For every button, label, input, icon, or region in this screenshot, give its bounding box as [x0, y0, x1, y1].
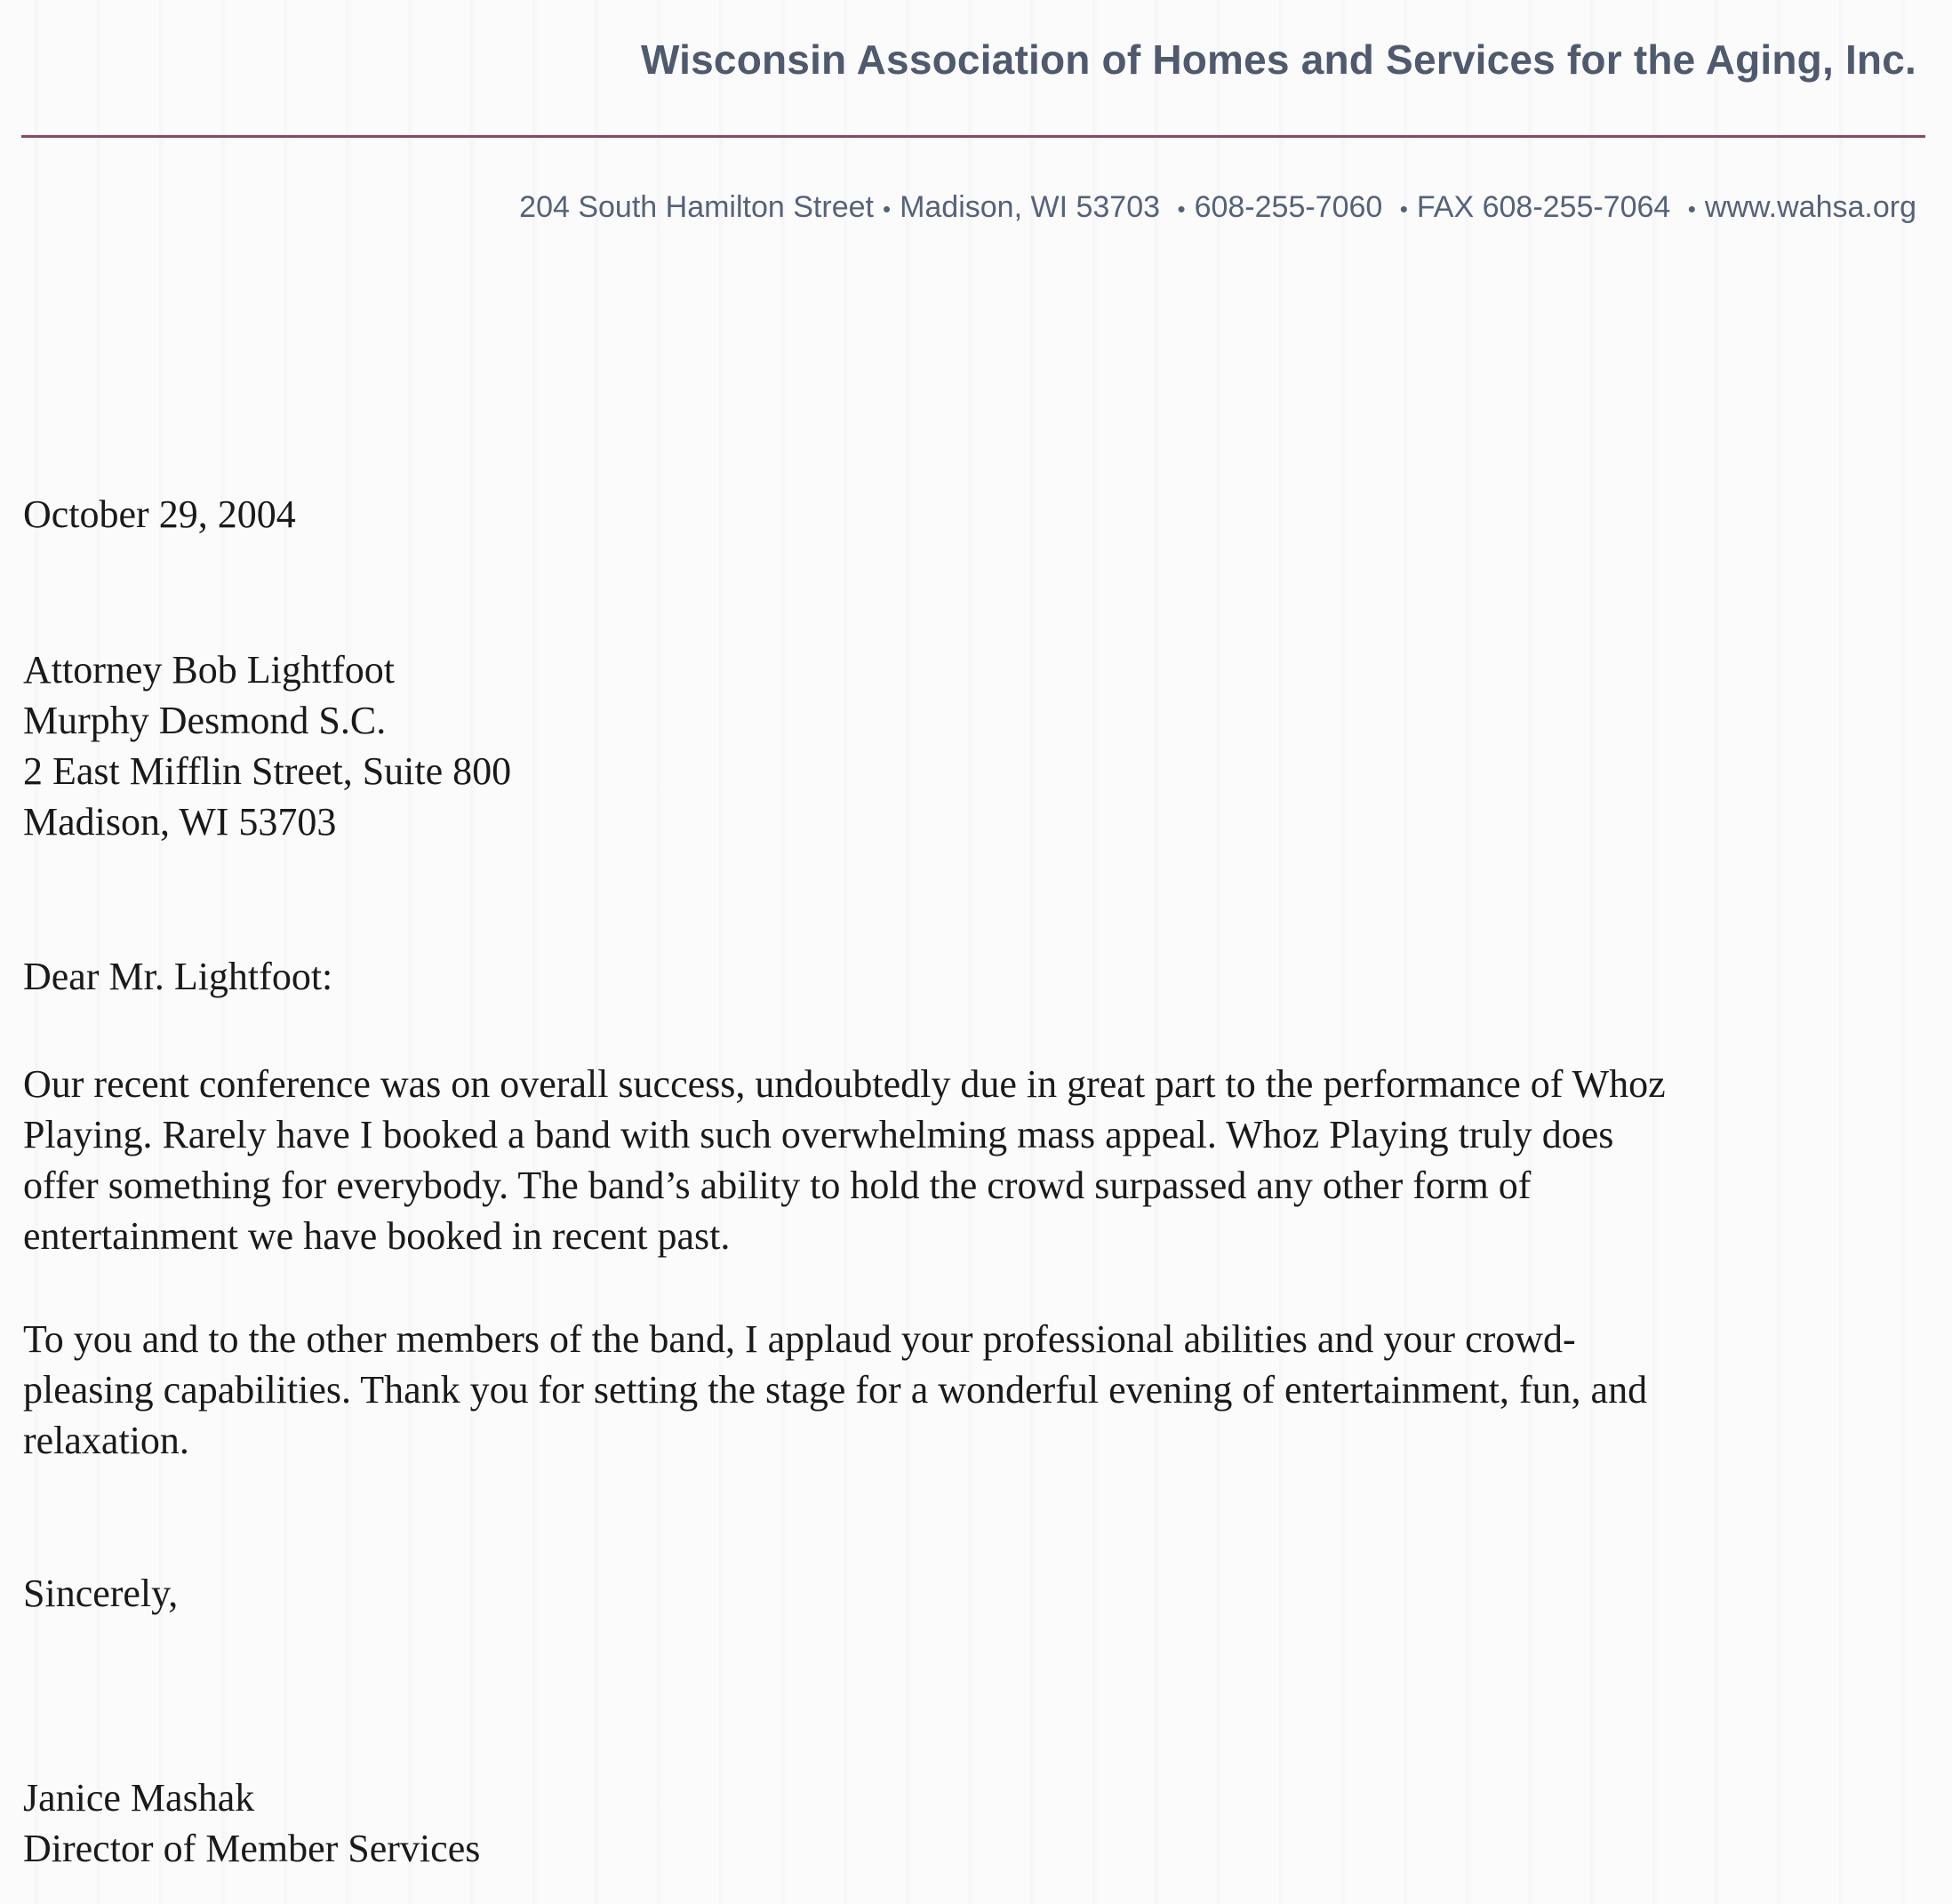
- letterhead-divider: [21, 135, 1925, 138]
- letterhead-fax: FAX 608-255-7064: [1416, 190, 1671, 224]
- signer-title: Director of Member Services: [23, 1827, 481, 1870]
- paragraph-line: relaxation.: [23, 1419, 189, 1462]
- paragraph-line: offer something for everybody. The band’s ability to hold the crowd surpassed any other form of: [23, 1164, 1532, 1207]
- letterhead-phone: 608-255-7060: [1194, 190, 1383, 224]
- letterhead-website: www.wahsa.org: [1704, 190, 1916, 224]
- bullet-separator: •: [1177, 195, 1186, 222]
- paragraph-line: pleasing capabilities. Thank you for setting the stage for a wonderful evening of entertainment, fun, and: [23, 1368, 1648, 1412]
- paragraph-line: To you and to the other members of the band, I applaud your professional abilities and your crowd-: [23, 1317, 1576, 1361]
- body-paragraph-1: [23, 1059, 1925, 1261]
- recipient-address: [23, 644, 511, 847]
- recipient-city: Madison, WI 53703: [23, 800, 337, 844]
- organization-name: Wisconsin Association of Homes and Services for the Aging, Inc.: [640, 36, 1916, 83]
- signer-name: Janice Mashak: [23, 1776, 255, 1820]
- letterhead-city: Madison, WI 53703: [900, 190, 1161, 224]
- paragraph-line: Playing. Rarely have I booked a band with such overwhelming mass appeal. Whoz Playing truly does: [23, 1113, 1614, 1156]
- letterhead-contact-line: [519, 190, 1916, 225]
- closing: Sincerely,: [23, 1572, 179, 1615]
- recipient-firm: Murphy Desmond S.C.: [23, 699, 387, 742]
- recipient-name: Attorney Bob Lightfoot: [23, 648, 395, 692]
- body-paragraph-2: [23, 1314, 1925, 1466]
- recipient-street: 2 East Mifflin Street, Suite 800: [23, 749, 512, 793]
- paragraph-line: Our recent conference was on overall success, undoubtedly due in great part to the performance of Whoz: [23, 1062, 1666, 1106]
- paragraph-line: entertainment we have booked in recent past.: [23, 1214, 731, 1258]
- bullet-separator: •: [882, 195, 892, 222]
- bullet-separator: •: [1399, 195, 1408, 222]
- salutation: Dear Mr. Lightfoot:: [23, 955, 333, 998]
- letter-date: October 29, 2004: [23, 492, 296, 536]
- letterhead-street: 204 South Hamilton Street: [519, 190, 874, 224]
- bullet-separator: •: [1687, 195, 1696, 222]
